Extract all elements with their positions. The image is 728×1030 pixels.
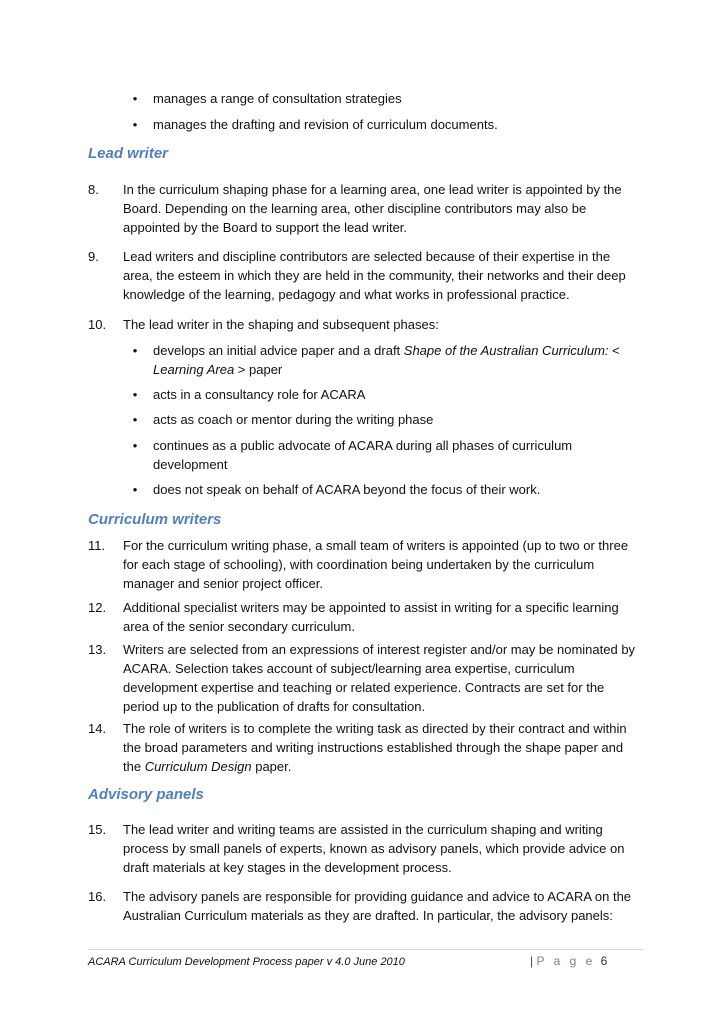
- section-heading-advisory-panels: Advisory panels: [88, 786, 204, 803]
- bullet-text: manages the drafting and revision of curriculum documents.: [153, 117, 498, 132]
- paragraph-number: 8.: [88, 182, 99, 197]
- footer-divider: [88, 949, 643, 950]
- bullet-text: acts as coach or mentor during the writing phase: [153, 412, 434, 427]
- bullet-icon: •: [132, 117, 138, 132]
- paragraph-number: 15.: [88, 822, 107, 837]
- paragraph-number: 9.: [88, 249, 99, 264]
- bullet-text: manages a range of consultation strategies: [153, 91, 402, 106]
- paragraph-text: Lead writers and discipline contributors are selected because of their expertise in the area, the esteem in which they are held in the community, their networks and their deep knowledge of the learning, pedagogy and what works in professional practice.: [123, 249, 626, 302]
- bullet-text: acts in a consultancy role for ACARA: [153, 387, 366, 402]
- paragraph-text: Additional specialist writers may be appointed to assist in writing for a specific learning area of the senior secondary curriculum.: [123, 600, 619, 634]
- bullet-icon: •: [132, 343, 138, 358]
- paragraph-text: For the curriculum writing phase, a small team of writers is appointed (up to two or three for each stage of schooling), with coordination being undertaken by the curriculum manager and senior project officer.: [123, 538, 629, 591]
- section-heading-lead-writer: Lead writer: [88, 145, 169, 162]
- bullet-text: continues as a public advocate of ACARA during all phases of curriculum development: [153, 438, 573, 472]
- footer-page-number: 6: [600, 954, 608, 968]
- bullet-icon: •: [132, 438, 138, 453]
- paragraph-number: 10.: [88, 317, 107, 332]
- bullet-icon: •: [132, 387, 138, 402]
- footer-document-title: ACARA Curriculum Development Process paper v 4.0 June 2010: [88, 956, 405, 968]
- paragraph-number: 14.: [88, 721, 107, 736]
- bullet-icon: •: [132, 412, 138, 427]
- bullet-text: develops an initial advice paper and a draft Shape of the Australian Curriculum: < Learning Area > paper: [153, 343, 620, 377]
- paragraph-text: The lead writer and writing teams are assisted in the curriculum shaping and writing process by small panels of experts, known as advisory panels, which provide advice on draft materials at key stages in the development process.: [123, 822, 625, 875]
- footer-page-label: P a g e: [536, 954, 596, 968]
- footer-page-indicator: [530, 954, 607, 968]
- bullet-icon: •: [132, 482, 138, 497]
- paragraph-text: The advisory panels are responsible for providing guidance and advice to ACARA on the Australian Curriculum materials as they are drafted. In particular, the advisory panels:: [123, 889, 632, 923]
- paragraph-number: 11.: [88, 538, 106, 553]
- paragraph-text: The lead writer in the shaping and subsequent phases:: [123, 317, 439, 332]
- paragraph-number: 16.: [88, 889, 107, 904]
- section-heading-curriculum-writers: Curriculum writers: [88, 511, 222, 528]
- footer-separator: |: [530, 954, 534, 968]
- paragraph-text: The role of writers is to complete the writing task as directed by their contract and within the broad parameters and writing instructions established through the shape paper and the Curriculum Design paper.: [123, 721, 627, 774]
- bullet-text: does not speak on behalf of ACARA beyond the focus of their work.: [153, 482, 541, 497]
- bullet-icon: •: [132, 91, 138, 106]
- paragraph-text: In the curriculum shaping phase for a learning area, one lead writer is appointed by the Board. Depending on the learning area, other discipline contributors may also be appointed by the Board to support the lead writer.: [123, 182, 622, 235]
- paragraph-text: Writers are selected from an expressions of interest register and/or may be nominated by ACARA. Selection takes account of subject/learning area expertise, curriculum development expertise and teaching or related experience. Contracts are set for the period up to the publication of drafts for consultation.: [123, 642, 636, 714]
- paragraph-number: 12.: [88, 600, 107, 615]
- paragraph-number: 13.: [88, 642, 107, 657]
